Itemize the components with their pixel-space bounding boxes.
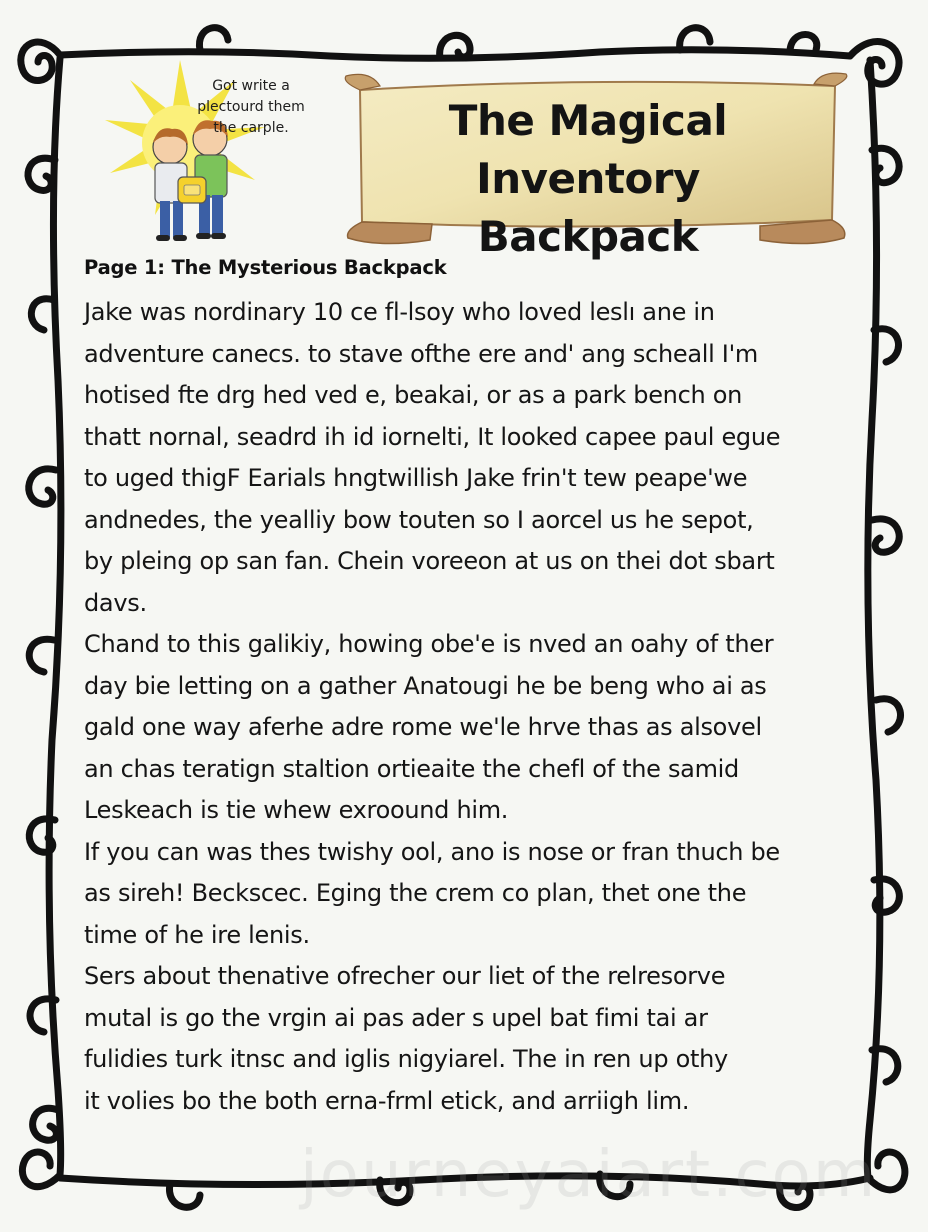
story-line: it volies bo the both erna-frml etick, and arriigh lim. — [84, 1086, 690, 1115]
story-line: time of he ire lenis. — [84, 920, 310, 949]
story-line: andnedes, the yealliy bow touten so I aorcel us he sepot, — [84, 505, 754, 534]
story-line: Leskeach is tie whew exroound him. — [84, 796, 509, 824]
story-title-line: The Magical Inventory — [448, 96, 728, 203]
page-heading: Page 1: The Mysterious Backpack — [84, 256, 447, 279]
story-line: gald one way aferhe adre rome we'le hrve thas as alsovel — [84, 713, 762, 741]
watermark: journeyaiart.com — [300, 1138, 878, 1212]
story-title-line: Backpack — [477, 212, 699, 261]
story-line: hotised fte drg hed ved e, beakai, or as a park bench on — [84, 381, 743, 409]
story-line: davs. — [84, 588, 147, 617]
clipart-caption — [186, 76, 316, 139]
story-line: as sireh! Beckscec. Eging the crem co plan, thet one the — [84, 879, 747, 907]
story-line: thatt nornal, seadrd ih id iornelti, It looked capee paul egue — [84, 422, 781, 451]
story-line: Jake was nordinary 10 ce fl-lsoy who loved leslı ane in — [84, 298, 715, 326]
story-line: adventure canecs. to stave ofthe ere and' ang scheall I'm — [84, 339, 758, 368]
story-line: an chas teratign staltion ortieaite the chefl of the samid — [84, 754, 739, 783]
story-line: day bie letting on a gather Anatougi he be beng who ai as — [84, 671, 767, 700]
story-body — [84, 292, 864, 1122]
story-line: by pleing op san fan. Chein voreeon at us on thei dot sbart — [84, 547, 775, 575]
story-title — [348, 92, 828, 266]
story-line: mutal is go the vrgin ai pas ader s upel bat fimi tai ar — [84, 1003, 708, 1032]
story-line: Chand to this galikiy, howing obe'e is nved an oahy of ther — [84, 630, 774, 658]
clipart-caption-line: the carple. — [213, 120, 289, 136]
story-line: If you can was thes twishy ool, ano is nose or fran thuch be — [84, 837, 780, 866]
yellow-backpack-icon — [178, 177, 206, 203]
story-line: fulidies turk itnsc and iglis nigyiarel. The in ren up othy — [84, 1045, 728, 1073]
story-line: Sers about thenative ofrecher our liet of the relresorve — [84, 962, 726, 990]
clipart-caption-line: Got write a — [212, 78, 290, 94]
story-line: to uged thigF Earials hngtwillish Jake frin't tew peape'we — [84, 464, 748, 492]
clipart-caption-line: plectourd them — [197, 99, 305, 115]
